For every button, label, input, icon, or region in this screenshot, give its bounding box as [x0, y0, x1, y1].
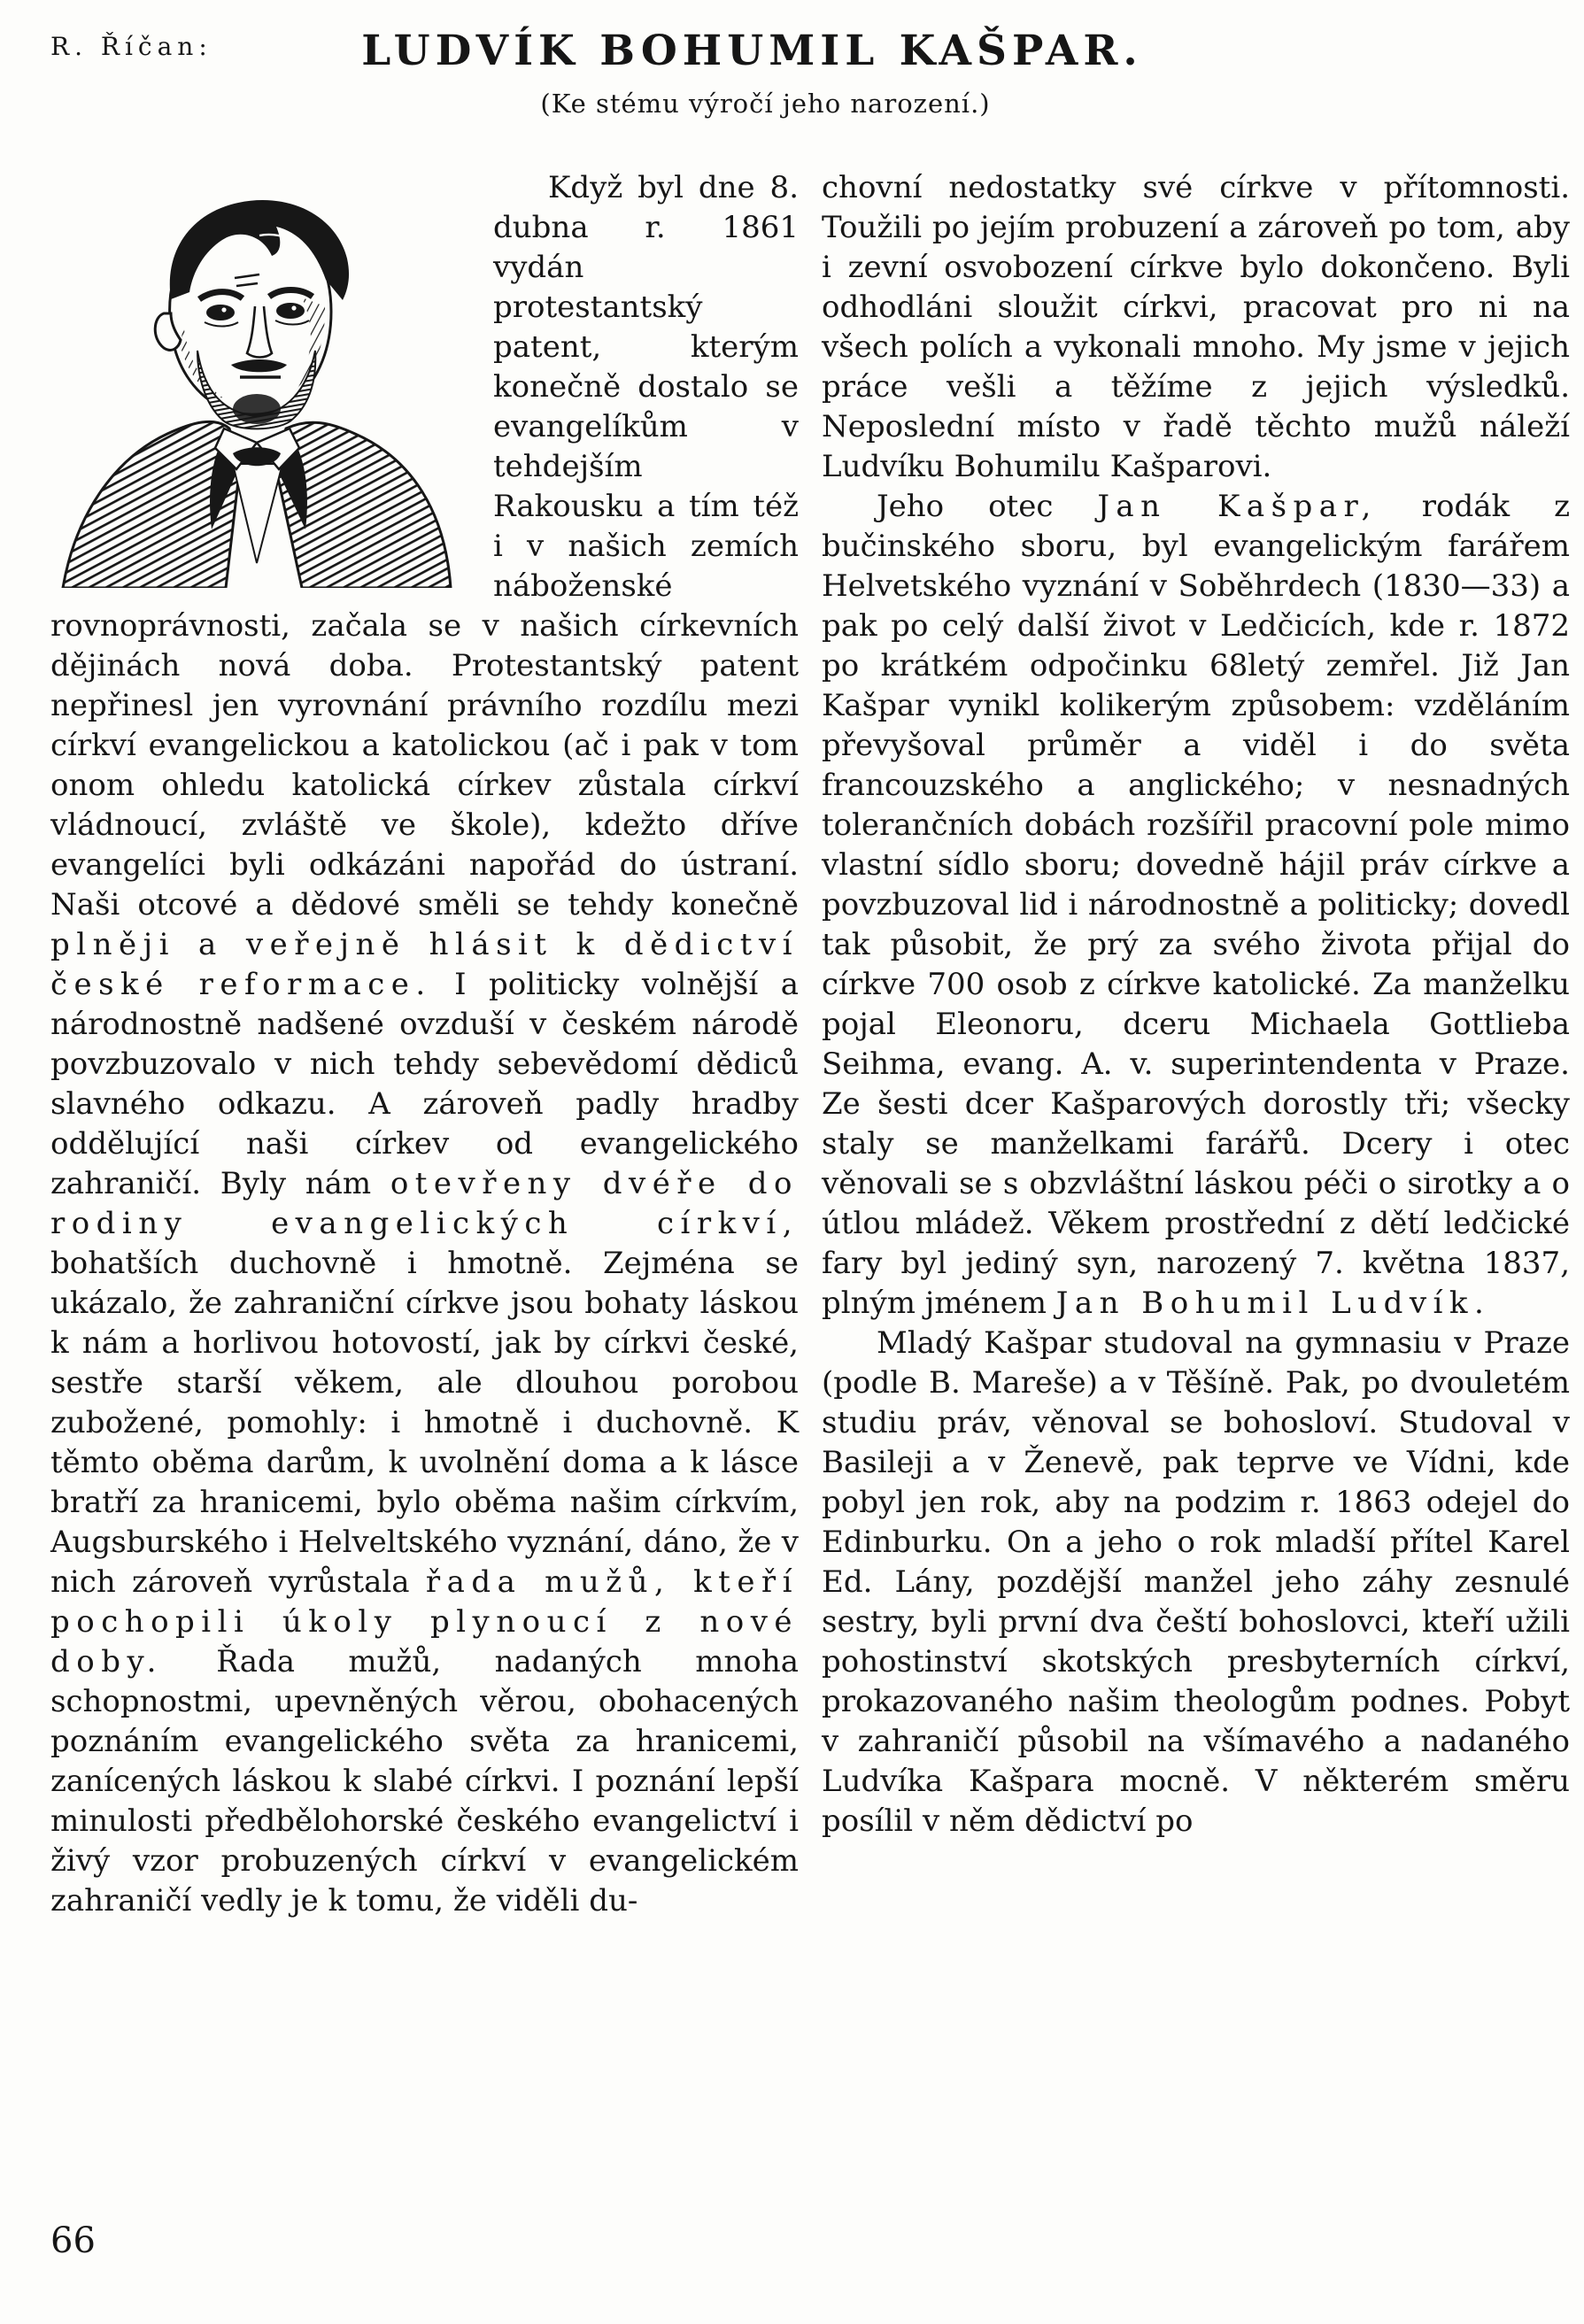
body-text: Jeho otec	[877, 489, 1098, 524]
paragraph	[822, 168, 1570, 487]
article-author: R. Říčan:	[50, 32, 212, 61]
body-text: I politicky volnější a národnostně nadšené ovzduší v českém národě povzbuzovalo v nich tehdy sebevědomí dědiců slavného odkazu. A zároveň padly hradby oddělující naši církev od evangelického zahraničí. Byly nám	[50, 967, 799, 1201]
body-text: rodák z bučinského sboru, byl evangelickým farářem Helvetského vyznání v Soběhrdech (1830—33) a pak po celý další život v Ledčicích, kde r. 1872 po krátkém odpočinku 68letý zemřel. Již Jan Kašpar vynikl kolikerým způsobem: vzděláním převyšoval průměr a viděl i do světa francouzského a anglického; v nesnadných tolerančních dobách rozšířil pracovní pole mimo vlastní sídlo sboru; dovedně hájil práv církve a povzbuzoval lid i národnostně a politicky; dovedl tak působit, že prý za svého života přijal do církve 700 osob z církve katolické. Za manželku pojal Eleonoru, dceru Michaela Gottlieba Seihma, evang. A. v. superintendenta v Praze. Ze šesti dcer Kašparových dorostly tři; všecky staly se manželkami farářů. Dcery i otec věnovali se s obzvláštní láskou péči o sirotky a o útlou mládež. Věkem prostřední z dětí ledčické fary byl jediný syn, narozený 7. května 1837, plným jménem	[822, 489, 1570, 1321]
letterspaced-emphasis-text: plněji a veřejně hlásit k dědictví české reformace.	[50, 927, 799, 1002]
body-text: Když byl dne 8. dubna r. 1861 vydán protestantský patent, kterým konečně dostalo se evangelíkům v tehdejším Rakousku a tím též i v našich zemích náboženské rovnoprávnosti, začala se v našich církevních dějinách nová doba. Protestantský patent nepřinesl jen vyrovnání právního rozdílu mezi církví evangelickou a katolickou (ač i pak v tom onom ohledu katolická církev zůstala církví vládnoucí, zvláště ve škole), kdežto dříve evangelíci byli odkázáni napořád do ústraní. Naši otcové a dědové směli se tehdy konečně	[50, 170, 799, 923]
article-title: LUDVÍK BOHUMIL KAŠPAR.	[361, 27, 1143, 75]
letterspaced-emphasis-text: otevřeny dvéře do rodiny evangelických církví,	[50, 1166, 799, 1241]
letterspaced-emphasis-text: řada mužů, kteří pochopili úkoly plynoucí z nové doby.	[50, 1564, 800, 1679]
paragraph	[822, 1324, 1570, 1841]
portrait-head	[155, 200, 349, 429]
page-number: 66	[50, 2220, 96, 2261]
body-text: Mladý Kašpar studoval na gymnasiu v Praze (podle B. Mareše) a v Těšíně. Pak, po dvouletém studiu práv, věnoval se bohosloví. Studoval v Basileji a v Ženevě, pak teprve ve Vídni, kde pobyl jen rok, aby na podzim r. 1863 odejel do Edinburku. On a jeho o rok mladší přítel Karel Ed. Lány, pozdější manžel jeho záhy zesnulé sestry, byli první dva čeští bohoslovci, kteří užili pohostinství skotských presbyterních církví, prokazovaného našim theologům podnes. Pobyt v zahraničí působil na všímavého a nadaného Ludvíka Kašpara mocně. V některém směru posílil v něm dědictví po	[822, 1325, 1570, 1839]
body-text: Řada mužů, nadaných mnoha schopnostmi, upevněných věrou, obohacených poznáním evangelického světa za hranicemi, zanícených láskou k slabé církvi. I poznání lepší minulosti předbělohorské českého evangelictví i živý vzor probuzených církví v evangelickém zahraničí vedly je k tomu, že viděli du-	[50, 1644, 799, 1919]
body-text: bohatších duchovně i hmotně. Zejména se ukázalo, že zahraniční církve jsou bohaty láskou k nám a horlivou hotovostí, jak by církvi české, sestře starší věkem, ale dlouhou porobou zubožené, pomohly: i hmotně i duchovně. K těmto oběma darům, k uvolnění doma a k lásce bratří za hranicemi, bylo oběma našim církvím, Augsburského i Helveltského vyznání, dáno, že v nich zároveň vyrůstala	[50, 1246, 799, 1600]
paragraph	[822, 487, 1570, 1324]
body-text: chovní nedostatky své církve v přítomnosti. Toužili po jejím probuzení a zároveň po tom, aby i zevní osvobození církve bylo dokončeno. Byli odhodláni sloužit církvi, pracovat pro ni na všech polích a vykonali mnoho. My jsme v jejich práce vešli a těžíme z jejich výsledků. Neposlední místo v řadě těchto mužů náleží Ludvíku Bohumilu Kašparovi.	[822, 170, 1570, 484]
left-column	[50, 168, 799, 1921]
right-column	[822, 168, 1570, 1921]
letterspaced-emphasis-text: Jan Bohumil Ludvík.	[1055, 1286, 1491, 1321]
portrait-engraving-icon	[50, 174, 463, 588]
article-subtitle: (Ke stému výročí jeho narození.)	[540, 89, 991, 119]
text-columns	[50, 168, 1570, 1921]
letterspaced-emphasis-text: Jan Kašpar,	[1097, 489, 1378, 524]
